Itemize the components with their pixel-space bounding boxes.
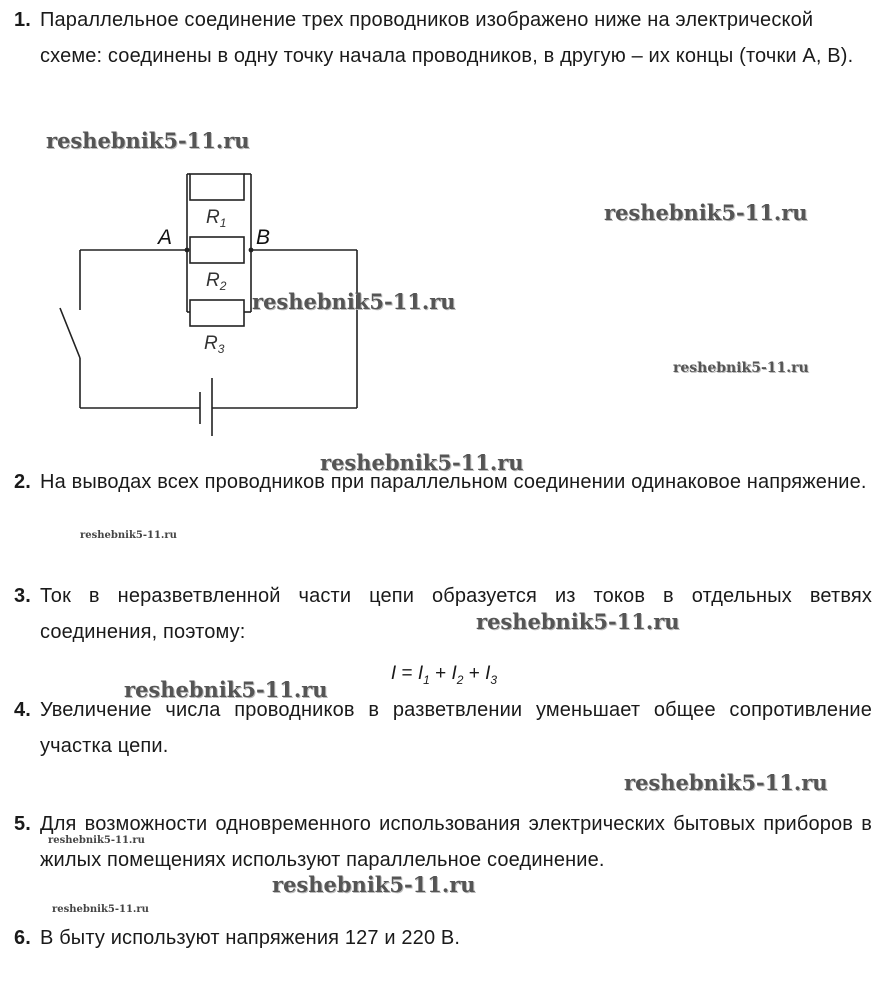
item-text: Увеличение числа проводников в разветвлении уменьшает общее сопротивление участка цепи. [40,699,872,757]
watermark: reshebnik5-11.ru [80,530,177,541]
resistor-r2 [190,237,244,263]
switch-icon [60,308,80,358]
watermark: reshebnik5-11.ru [272,872,476,897]
watermark: reshebnik5-11.ru [48,835,145,846]
label-r1: $R_1$ [206,207,227,230]
item-number: 3. [14,585,31,607]
item-text: В быту используют напряжения 127 и 220 В. [40,927,461,949]
watermark: reshebnik5-11.ru [46,128,250,153]
resistor-r3 [190,300,244,326]
item-text: Параллельное соединение трех проводников изображено ниже на электрической схеме: соединены в одну точку начала проводников, в другую – их концы (точки А, В). [40,9,854,67]
item-3 [14,578,872,650]
item-4 [14,692,872,764]
item-number: 1. [14,9,31,31]
item-number: 5. [14,813,31,835]
watermark: reshebnik5-11.ru [476,609,680,634]
item-1 [14,2,872,74]
watermark: reshebnik5-11.ru [624,770,828,795]
item-number: 2. [14,471,31,493]
item-text: На выводах всех проводников при параллельном соединении одинаковое напряжение. [40,471,867,493]
watermark: reshebnik5-11.ru [252,289,456,314]
watermark: reshebnik5-11.ru [124,677,328,702]
item-number: 6. [14,927,31,949]
item-number: 4. [14,699,31,721]
item-6 [14,920,872,956]
label-point-b: B [256,226,271,249]
current-sum-formula: $I = I_1 + I_2 + I_3$ [390,663,498,687]
node-b-dot [249,248,254,253]
watermark: reshebnik5-11.ru [604,200,808,225]
watermark: reshebnik5-11.ru [673,360,809,376]
label-r2: $R_2$ [206,270,227,293]
item-text: Для возможности одновременного использования электрических бытовых приборов в жилых помещениях используют параллельное соединение. [40,813,872,871]
watermark: reshebnik5-11.ru [320,450,524,475]
watermark: reshebnik5-11.ru [52,904,149,915]
label-point-a: A [158,226,173,249]
resistor-r1 [190,174,244,200]
label-r3: $R_3$ [204,333,225,356]
item-text: Ток в неразветвленной части цепи образуется из токов в отдельных ветвях соединения, поэтому: [40,585,872,643]
node-a-dot [185,248,190,253]
